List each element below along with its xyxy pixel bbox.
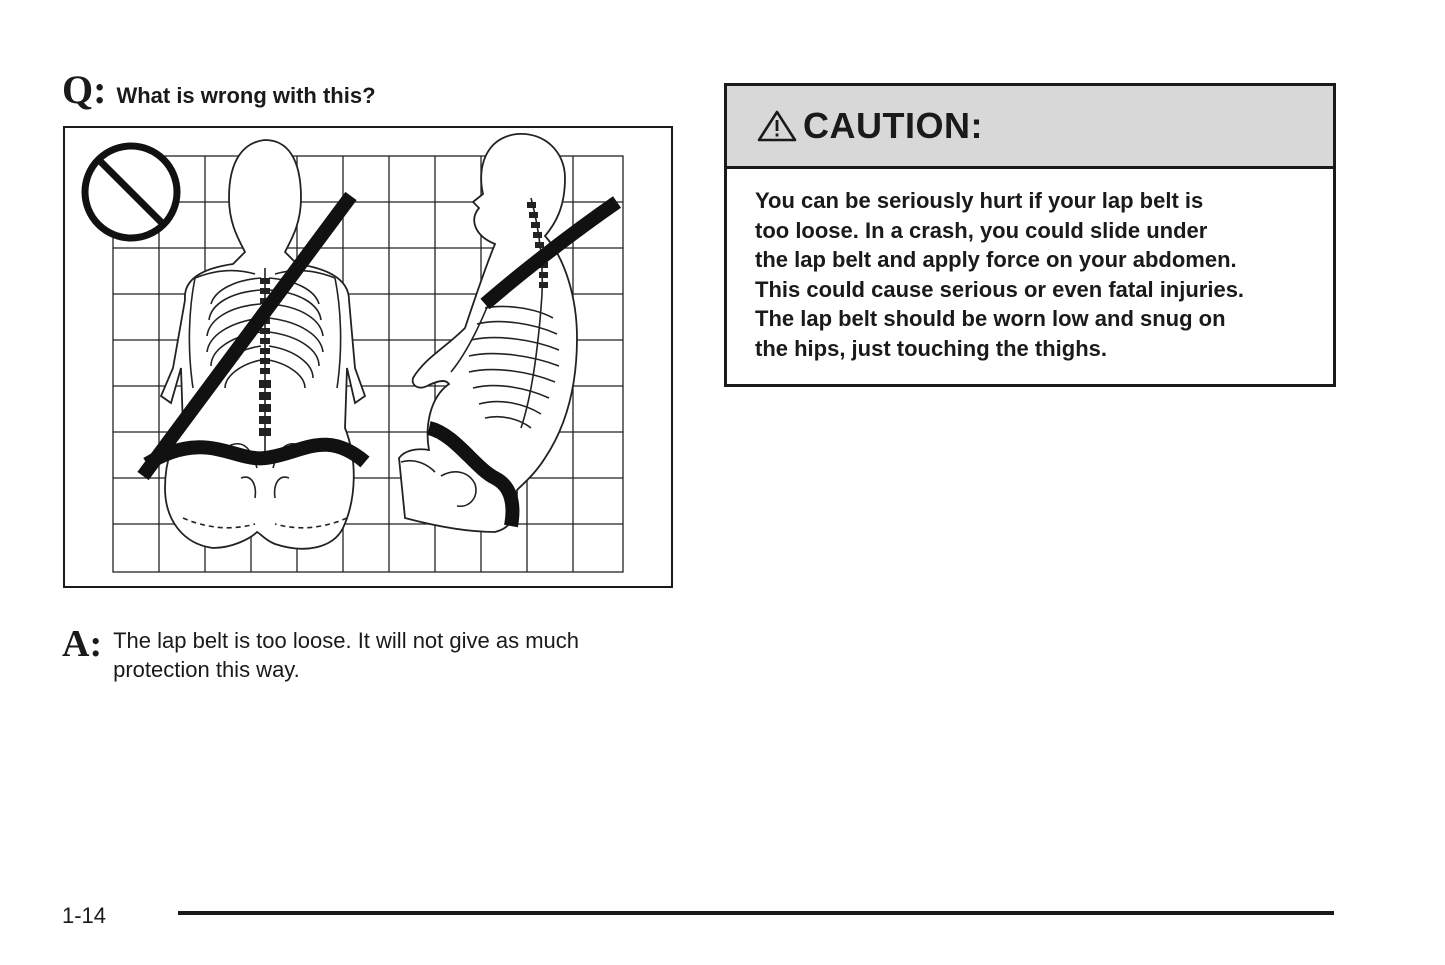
footer-rule (178, 911, 1334, 915)
caution-body (727, 169, 1333, 363)
caution-line: the hips, just touching the thighs. (755, 335, 1107, 361)
caution-line: This could cause serious or even fatal injuries. (755, 276, 1245, 302)
caution-line: the lap belt and apply force on your abdomen. (755, 247, 1237, 272)
answer (62, 623, 673, 684)
answer-marker: A: (62, 623, 103, 665)
caution-header (727, 86, 1333, 169)
caution-title: CAUTION: (803, 105, 983, 146)
question (62, 67, 376, 112)
skeleton-figure (65, 128, 671, 586)
seat-belt-illustration (63, 126, 673, 588)
caution-line: too loose. In a crash, you could slide under (755, 217, 1208, 243)
question-marker: Q: (62, 67, 107, 112)
question-text: What is wrong with this? (116, 83, 376, 108)
page-number: 1-14 (62, 903, 107, 928)
prohibition-icon (85, 146, 177, 238)
caution-box (724, 83, 1336, 387)
caution-line: The lap belt should be worn low and snug on (755, 306, 1226, 331)
warning-triangle-icon (757, 110, 797, 142)
answer-text: The lap belt is too loose. It will not give as much protection this way. (113, 628, 580, 682)
front-body (161, 140, 365, 549)
caution-line: You can be seriously hurt if your lap belt is (755, 188, 1204, 213)
